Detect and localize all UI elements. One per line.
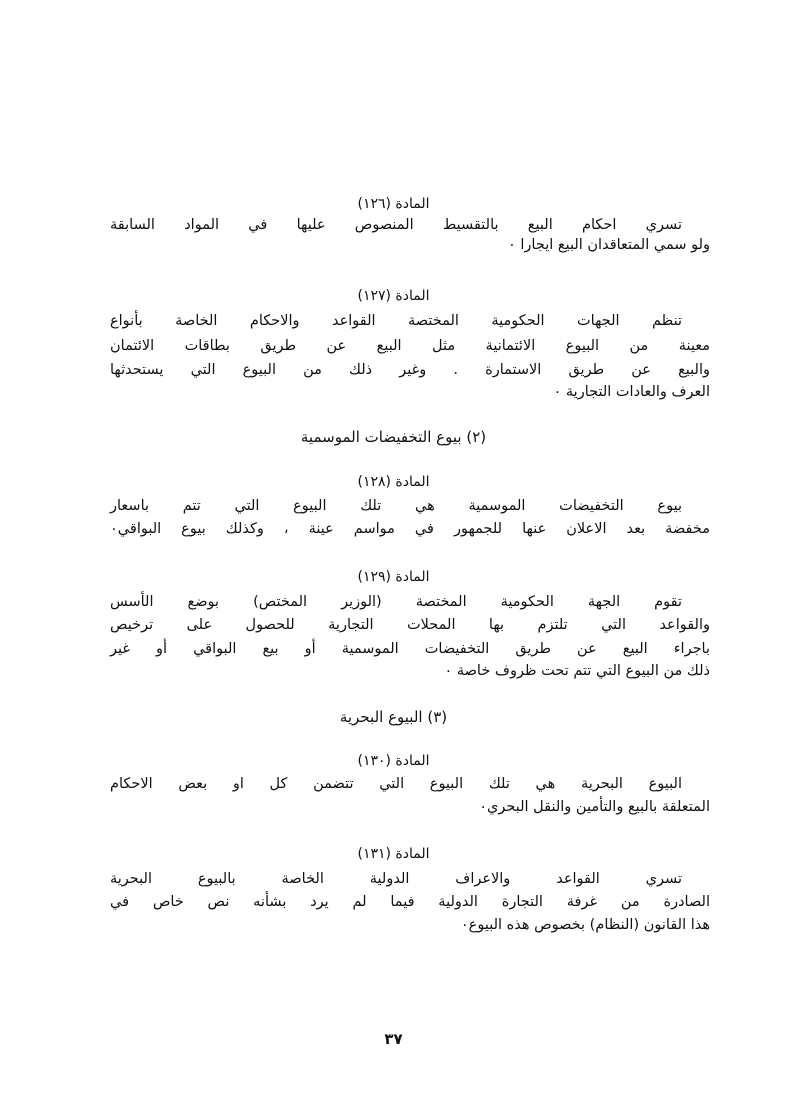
article-heading: المادة (١٣٠) bbox=[357, 753, 430, 769]
text-line: والقواعد التي تلتزم بها المحلات التجارية للحصول على ترخيص bbox=[110, 617, 710, 633]
text-line: الصادرة من غرفة التجارة الدولية فيما لم يرد بشأنه نص خاص في bbox=[110, 894, 710, 910]
text-line: المتعلقة بالبيع والتأمين والنقل البحري٠ bbox=[479, 799, 710, 815]
text-line: مخفضة بعد الاعلان عنها للجمهور في مواسم عينة ، وكذلك بيوع البواقي٠ bbox=[110, 521, 710, 537]
text-line: معينة من البيوع الائتمانية مثل البيع عن طريق بطاقات الائتمان bbox=[110, 338, 710, 354]
section-heading-3: (٣) البيوع البحرية bbox=[339, 708, 448, 726]
text-line: تسري القواعد والاعراف الدولية الخاصة بالبيوع البحرية bbox=[110, 871, 682, 887]
text-line: تسري احكام البيع بالتقسيط المنصوص عليها في المواد السابقة bbox=[110, 217, 682, 233]
text-line: بيوع التخفيضات الموسمية هي تلك البيوع التي تتم باسعار bbox=[110, 498, 682, 514]
article-heading: المادة (١٢٨) bbox=[357, 474, 430, 490]
text-line: هذا القانون (النظام) بخصوص هذه البيوع٠ bbox=[460, 917, 710, 933]
text-line: تنظم الجهات الحكومية المختصة القواعد والاحكام الخاصة بأنواع bbox=[110, 313, 682, 329]
article-heading: المادة (١٢٩) bbox=[357, 569, 430, 585]
article-heading: المادة (١٢٧) bbox=[357, 288, 430, 304]
text-line: باجراء البيع عن طريق التخفيضات الموسمية أو بيع البواقي أو غير bbox=[110, 641, 710, 657]
text-line: ولو سمي المتعاقدان البيع ايجارا ٠ bbox=[508, 237, 710, 253]
article-heading: المادة (١٢٦) bbox=[357, 196, 430, 212]
text-line: العرف والعادات التجارية ٠ bbox=[553, 384, 710, 400]
text-line: البيوع البحرية هي تلك البيوع التي تتضمن كل او بعض الاحكام bbox=[110, 776, 682, 792]
page-number: ٣٧ bbox=[384, 1030, 403, 1048]
text-line: ذلك من البيوع التي تتم تحت ظروف خاصة ٠ bbox=[444, 663, 710, 679]
text-line: تقوم الجهة الحكومية المختصة (الوزير المختص) بوضع الأسس bbox=[110, 594, 682, 610]
text-line: والبيع عن طريق الاستمارة . وغير ذلك من البيوع التي يستحدثها bbox=[110, 362, 710, 378]
article-heading: المادة (١٣١) bbox=[357, 846, 430, 862]
section-heading-2: (٢) بيوع التخفيضات الموسمية bbox=[300, 428, 487, 446]
